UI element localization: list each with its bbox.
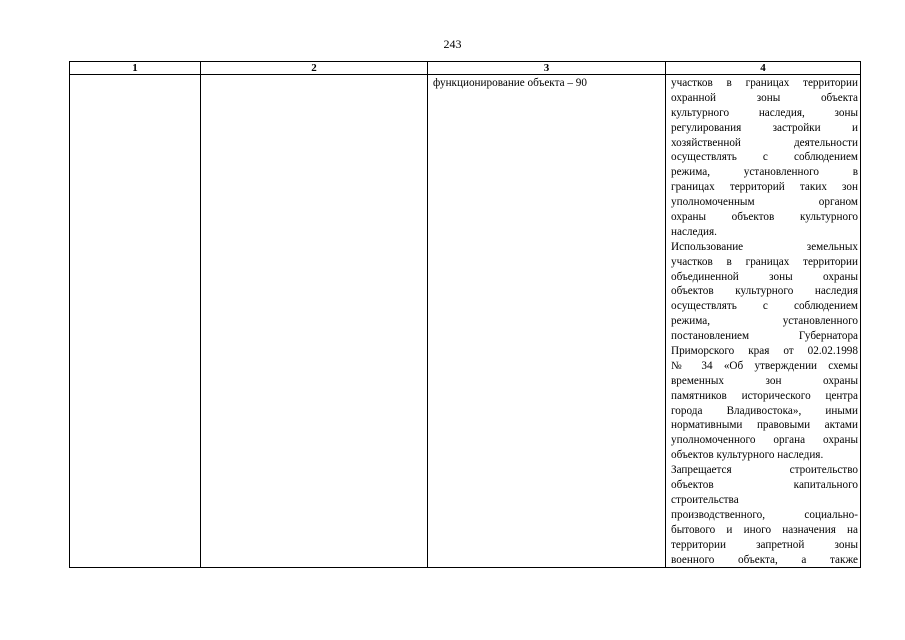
text-line: производственного, социально- [671, 508, 858, 521]
text-line: охранной зоны объекта [671, 91, 858, 104]
text-line: режима, установленного в [671, 166, 858, 179]
text-line: наследия. [671, 225, 717, 238]
cell-col-3 [428, 75, 666, 568]
text-line: объектов культурного наследия [671, 285, 858, 298]
text-line: Приморского края от 02.02.1998 [671, 345, 858, 358]
text-line: регулирования застройки и [671, 121, 858, 134]
document-table [69, 61, 861, 568]
text-line: режима, установленного [671, 315, 858, 328]
text-line: охраны объектов культурного [671, 211, 858, 224]
text-line: хозяйственной деятельности [671, 136, 858, 149]
text-line: территории запретной зоны [671, 538, 858, 551]
column-header-2: 2 [201, 62, 428, 75]
column-header-4: 4 [666, 62, 861, 75]
page-number: 243 [443, 37, 462, 51]
text-line: № 34 «Об утверждении схемы [671, 359, 858, 372]
text-line: военного объекта, а также [671, 553, 858, 566]
text-line: границах территорий таких зон [671, 181, 858, 194]
text-line: постановлением Губернатора [671, 330, 858, 343]
table-row [70, 75, 861, 568]
column-header-1: 1 [70, 62, 201, 75]
text-line: нормативными правовыми актами [671, 419, 858, 432]
text-line: уполномоченным органом [671, 196, 858, 209]
cell-col-4-text [666, 75, 860, 567]
column-header-3: 3 [428, 62, 666, 75]
text-line: бытового и иного назначения на [671, 523, 858, 536]
text-line: объектов культурного наследия. [671, 449, 824, 462]
text-line: Запрещается строительство [671, 464, 858, 477]
text-line: строительства [671, 493, 739, 506]
cell-col-1 [70, 75, 201, 568]
text-line: осуществлять с соблюдением [671, 151, 858, 164]
text-line: памятников исторического центра [671, 389, 858, 402]
text-line: временных зон охраны [671, 374, 858, 387]
text-line: осуществлять с соблюдением [671, 300, 858, 313]
cell-col-3-text: функционирование объекта – 90 [433, 77, 587, 89]
text-line: участков в границах территории [671, 77, 858, 89]
cell-col-2 [201, 75, 428, 568]
text-line: участков в границах территории [671, 255, 858, 268]
text-line: уполномоченного органа охраны [671, 434, 858, 447]
text-line: культурного наследия, зоны [671, 106, 858, 119]
text-line: Использование земельных [671, 240, 858, 253]
cell-col-4 [666, 75, 861, 568]
text-line: города Владивостока», иными [671, 404, 858, 417]
text-line: объединенной зоны охраны [671, 270, 858, 283]
table-header-row [70, 62, 861, 75]
text-line: объектов капитального [671, 479, 858, 492]
